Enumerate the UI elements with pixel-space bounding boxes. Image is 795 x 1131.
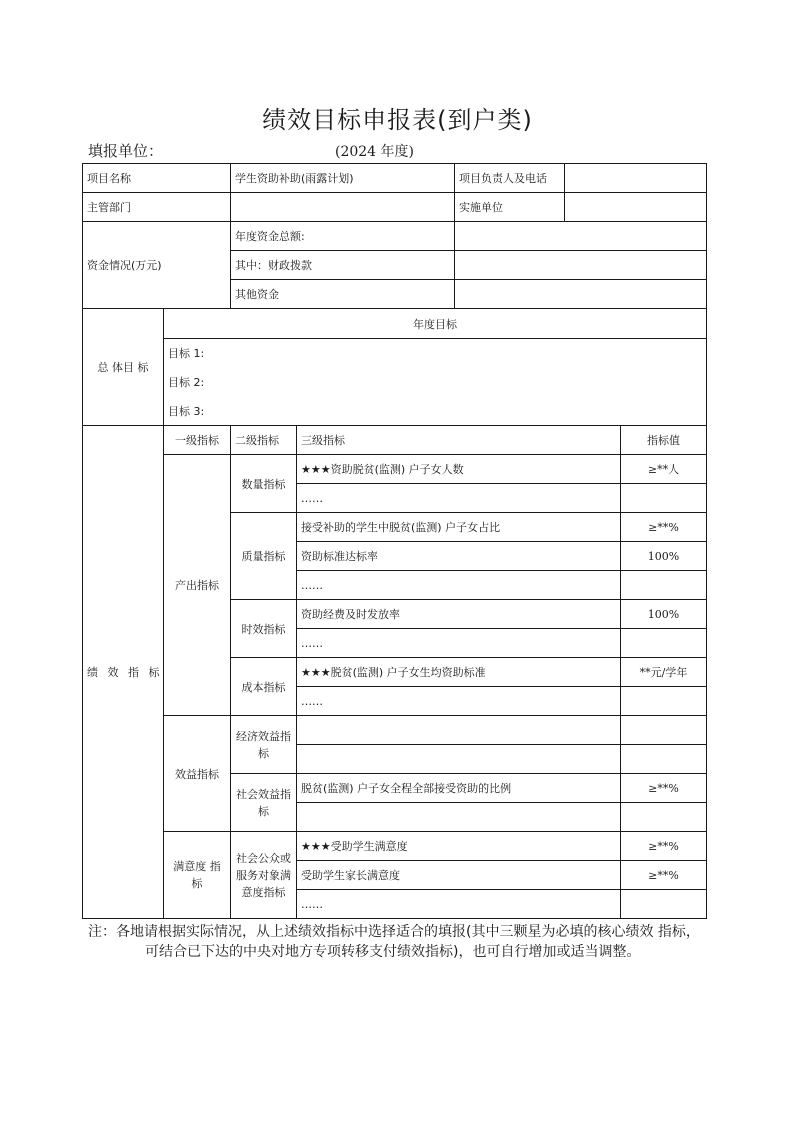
indicator-value[interactable] [621,716,707,745]
indicator-value[interactable]: 100% [621,542,707,571]
fiscal-field[interactable] [455,251,707,280]
goal-row [83,397,707,426]
quantity-indicator-label: 数量指标 [231,455,297,513]
indicator-text[interactable]: 接受补助的学生中脱贫(监测) 户子女占比 [297,513,621,542]
footnote-line-2: 可结合已下达的中央对地方专项转移支付绩效指标)，也可自行增加或适当调整。 [145,944,641,960]
indicator-text[interactable]: …… [297,629,621,658]
indicator-value[interactable]: 100% [621,600,707,629]
table-row [83,832,707,861]
overall-goal-header-row [83,309,707,339]
goal-row [83,368,707,397]
indicator-text[interactable]: 资助标准达标率 [297,542,621,571]
indicator-value[interactable]: ≥**% [621,774,707,803]
indicator-text[interactable]: 受助学生家长满意度 [297,861,621,890]
indicator-value[interactable]: **元/学年 [621,658,707,687]
indicator-text[interactable]: ★★★资助脱贫(监测) 户子女人数 [297,455,621,484]
funding-row [83,222,707,251]
footnote-line-1: 注：各地请根据实际情况，从上述绩效指标中选择适合的填报(其中三颗星为必填的核心绩效 指标， [88,924,700,940]
indicator-text[interactable]: 脱贫(监测) 户子女全程全部接受资助的比例 [297,774,621,803]
level2-header: 二级指标 [231,426,297,455]
annual-goal-label: 年度目标 [164,309,707,339]
goal-1[interactable]: 目标 1: [164,339,707,368]
indicator-value[interactable] [621,629,707,658]
quality-indicator-label: 质量指标 [231,513,297,600]
indicator-text[interactable]: …… [297,484,621,513]
value-header: 指标值 [621,426,707,455]
dept-label: 主管部门 [83,193,231,222]
dept-field[interactable] [231,193,455,222]
public-satisfaction-label: 社会公众或服务对象满意度指标 [231,832,297,919]
goal-2[interactable]: 目标 2: [164,368,707,397]
benefit-indicator-label: 效益指标 [164,716,231,832]
level3-header: 三级指标 [297,426,621,455]
impl-unit-field[interactable] [565,193,707,222]
indicator-value[interactable] [621,484,707,513]
social-benefit-label: 社会效益指标 [231,774,297,832]
other-funds-field[interactable] [455,280,707,309]
indicator-value[interactable] [621,803,707,832]
indicator-value[interactable]: ≥**% [621,832,707,861]
indicator-text[interactable] [297,745,621,774]
dept-row [83,193,707,222]
timeliness-indicator-label: 时效指标 [231,600,297,658]
project-name-label: 项目名称 [83,164,231,193]
cost-indicator-label: 成本指标 [231,658,297,716]
indicator-value[interactable] [621,890,707,919]
indicator-text[interactable]: ★★★脱贫(监测) 户子女生均资助标准 [297,658,621,687]
annual-total-label: 年度资金总额: [231,222,455,251]
page-title: 绩效目标申报表(到户类) [262,106,533,134]
indicator-text[interactable]: …… [297,687,621,716]
performance-indicators-label: 绩 效 指 标 [83,426,164,919]
year-label: (2024 年度) [335,144,415,160]
annual-total-field[interactable] [455,222,707,251]
footnote [88,922,708,962]
indicator-value[interactable] [621,571,707,600]
satisfaction-indicator-label: 满意度 指标 [164,832,231,919]
fiscal-label: 其中：财政拨款 [231,251,455,280]
project-name-row [83,164,707,193]
goal-3[interactable]: 目标 3: [164,397,707,426]
leader-phone-field[interactable] [565,164,707,193]
indicator-value[interactable]: ≥**% [621,861,707,890]
table-row [83,716,707,745]
indicator-text[interactable]: 资助经费及时发放率 [297,600,621,629]
performance-goal-table [82,163,707,919]
impl-unit-label: 实施单位 [455,193,565,222]
indicator-value[interactable] [621,687,707,716]
indicator-text[interactable] [297,716,621,745]
overall-goal-label: 总 体目 标 [83,309,164,426]
indicator-value[interactable]: ≥**人 [621,455,707,484]
other-funds-label: 其他资金 [231,280,455,309]
funding-label: 资金情况(万元) [83,222,231,309]
goal-row [83,339,707,368]
indicator-value[interactable]: ≥**% [621,513,707,542]
indicator-text[interactable]: ★★★受助学生满意度 [297,832,621,861]
economic-benefit-label: 经济效益指标 [231,716,297,774]
level1-header: 一级指标 [164,426,231,455]
indicator-text[interactable]: …… [297,890,621,919]
table-row [83,455,707,484]
indicator-text[interactable] [297,803,621,832]
leader-phone-label: 项目负责人及电话 [455,164,565,193]
indicator-value[interactable] [621,745,707,774]
indicator-text[interactable]: …… [297,571,621,600]
output-indicator-label: 产出指标 [164,455,231,716]
filling-unit-label: 填报单位： [88,142,164,160]
indicator-header-row [83,426,707,455]
project-name-value[interactable]: 学生资助补助(雨露计划) [231,164,455,193]
